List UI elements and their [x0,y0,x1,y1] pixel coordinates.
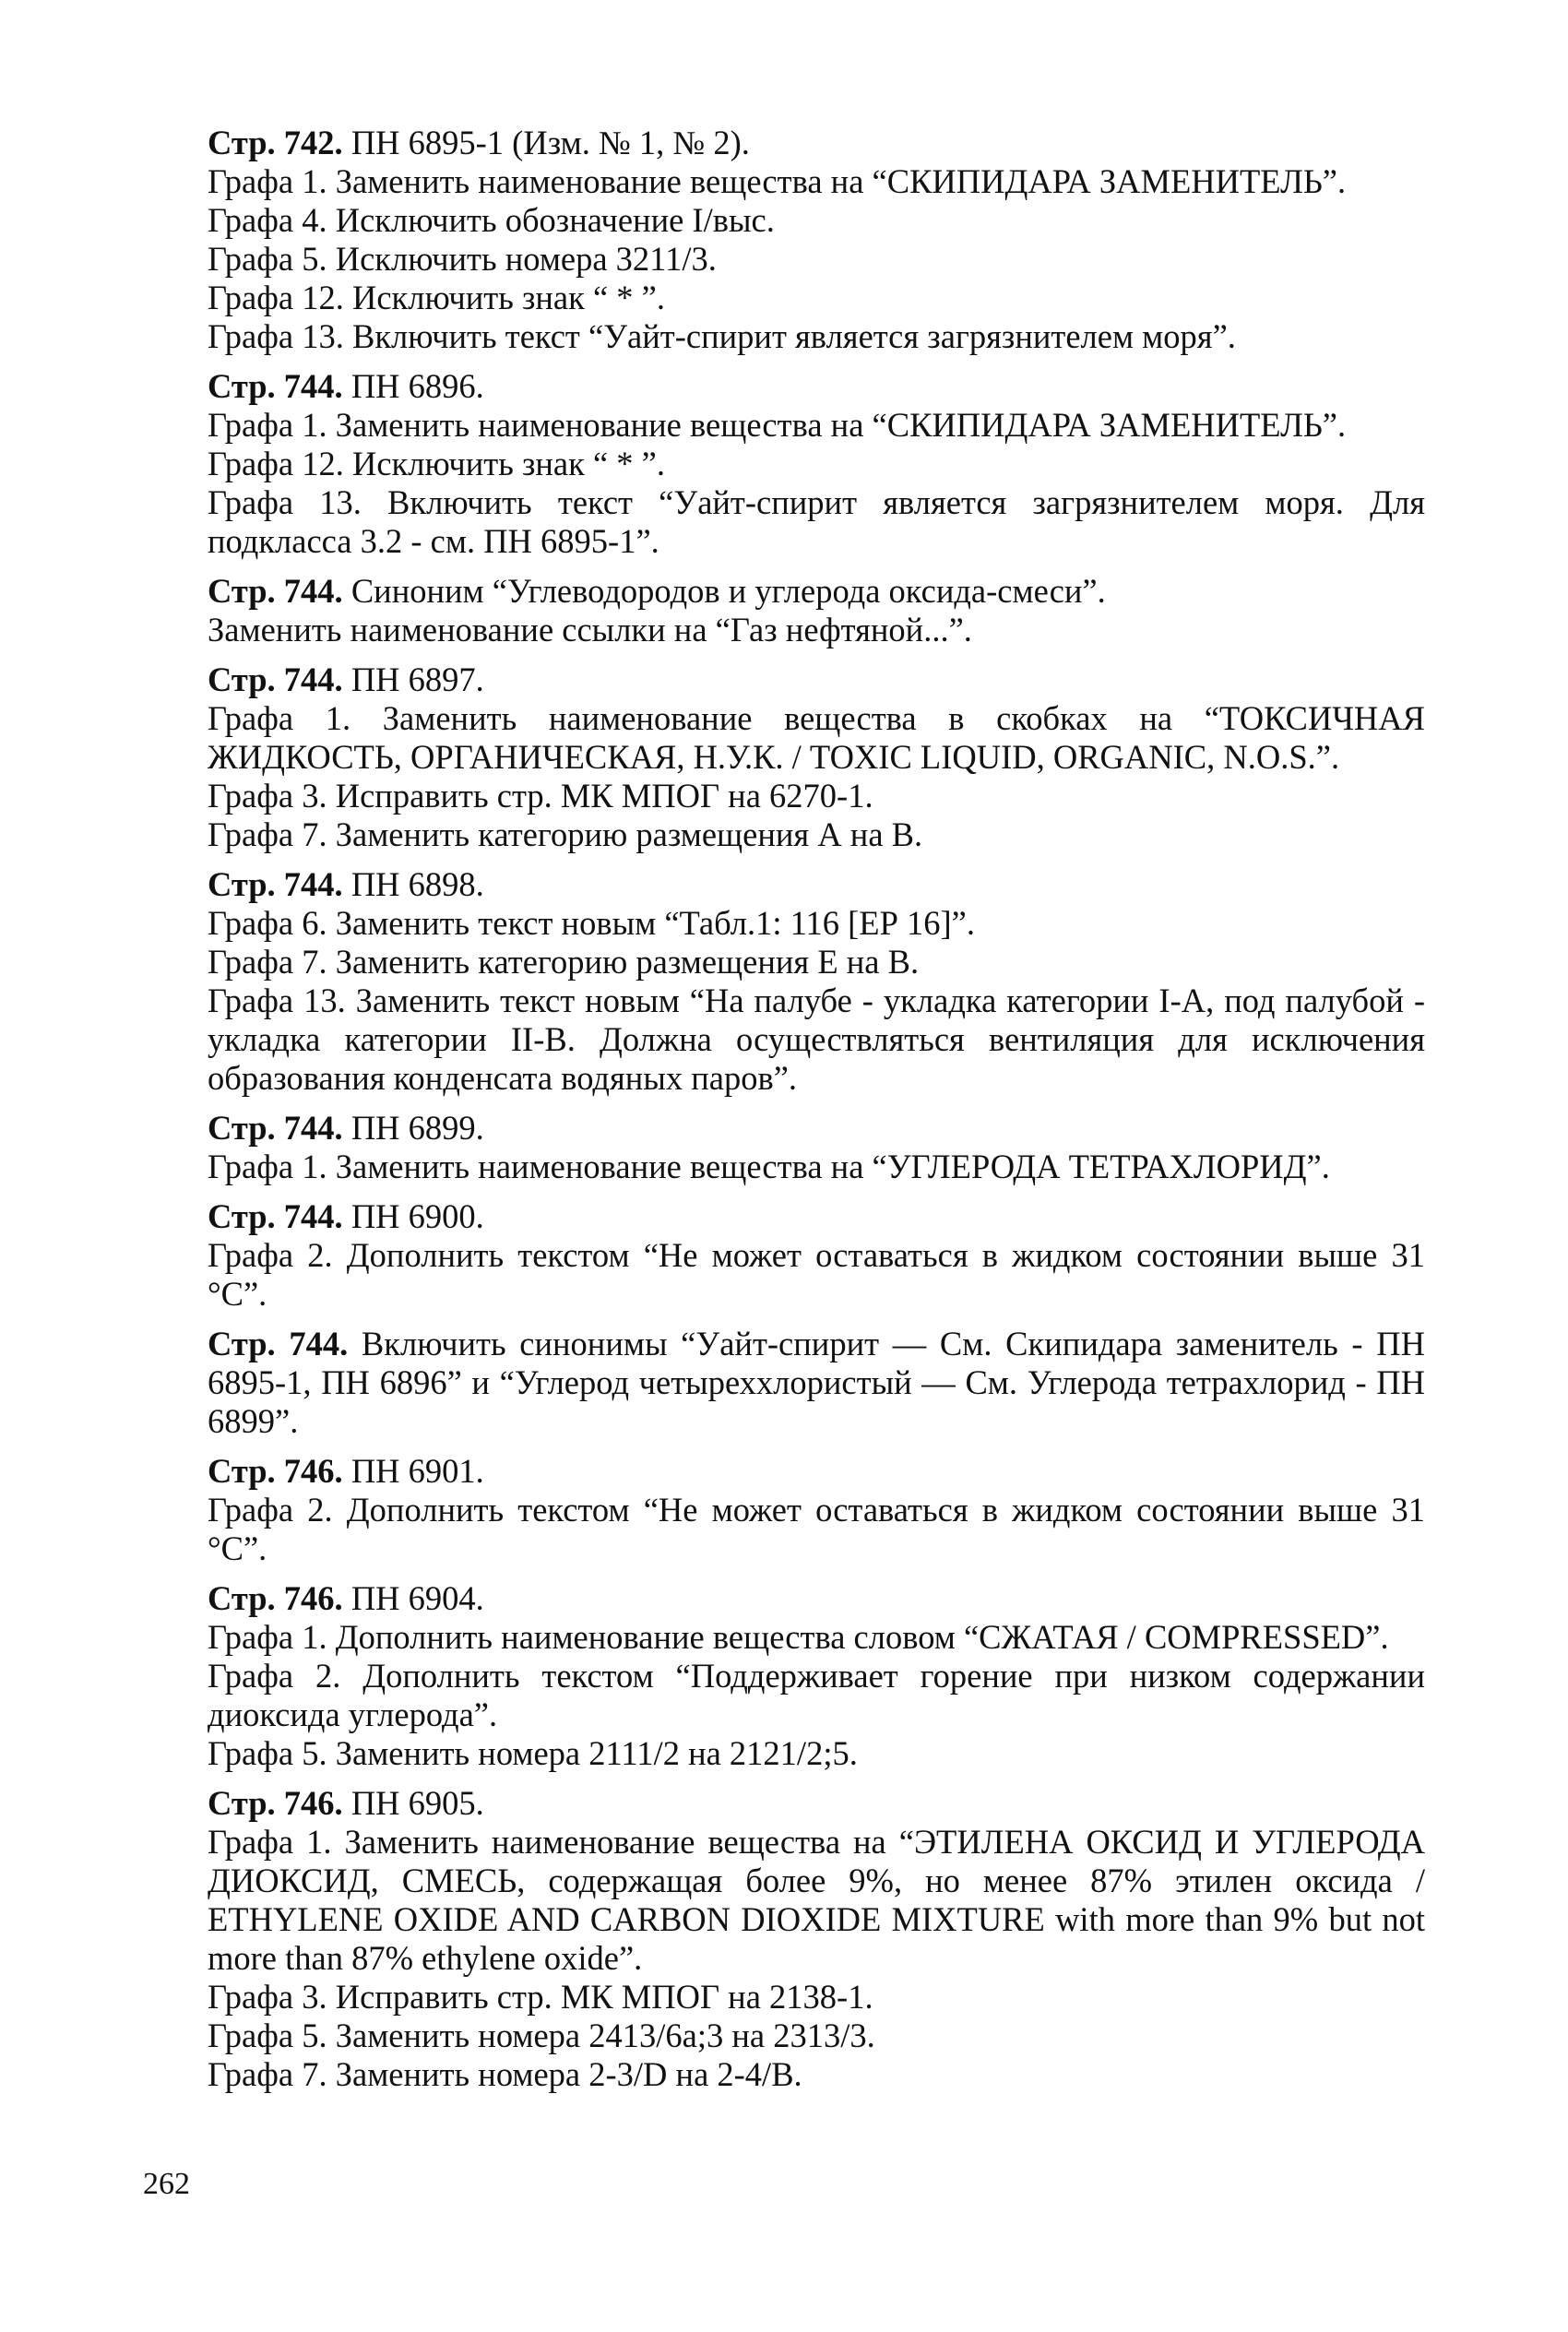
entry-reference [208,1109,1425,1148]
page-reference: Стр. 744. [208,572,343,610]
amendment-line: Графа 1. Дополнить наименование вещества словом “СЖАТАЯ / COMPRESSED”. [208,1618,1389,1656]
amendment-line: Заменить наименование ссылки на “Газ нефтяной...”. [208,611,972,648]
entry-reference [208,124,1425,162]
amendment-entry [208,1109,1425,1186]
entry-reference [208,1197,1425,1236]
amendment-line: Графа 12. Исключить знак “ * ”. [208,279,666,316]
amendment-line: Графа 7. Заменить номера 2-3/D на 2-4/В. [208,2055,802,2093]
page-number: 262 [143,2167,190,2201]
page-reference: Стр. 744. [208,1109,343,1147]
amendment-entry [208,1452,1425,1568]
amendment-line: Графа 13. Заменить текст новым “На палубе - укладка категории I-A, под палубой - укладка категории II-B. Должна осуществляться вентиляция для исключения образования конденсата водяных паров”. [208,982,1425,1097]
amendment-line: Графа 1. Заменить наименование вещества на “УГЛЕРОДА ТЕТРАХЛОРИД”. [208,1148,1330,1185]
entry-reference [208,1579,1425,1618]
entry-reference [208,660,1425,699]
amendment-entry [208,1197,1425,1314]
amendment-line: Графа 3. Исправить стр. МК МПОГ на 6270-1. [208,777,873,815]
entry-subject: Синоним “Углеводородов и углерода оксида-смеси”. [342,572,1106,610]
amendment-entry [208,124,1425,356]
amendment-line: Графа 7. Заменить категорию размещения А на В. [208,815,923,853]
entry-subject: ПН 6895-1 (Изм. № 1, № 2). [342,124,750,161]
entry-subject: ПН 6897. [342,660,484,698]
page-reference: Стр. 744. [208,1325,349,1362]
amendment-line: Графа 1. Заменить наименование вещества в скобках на “ТОКСИЧНАЯ ЖИДКОСТЬ, ОРГАНИЧЕСКАЯ, Н.У.К. / TOXIC LIQUID, ORGANIC, N.O.S.”. [208,699,1425,776]
amendment-entry [208,1784,1425,2094]
amendment-line: Графа 7. Заменить категорию размещения Е на В. [208,943,920,981]
entry-subject: ПН 6905. [342,1784,484,1822]
amendment-line: Графа 13. Включить текст “Уайт-спирит является загрязнителем моря”. [208,317,1236,355]
entry-subject: ПН 6904. [342,1579,484,1617]
amendment-entry [208,367,1425,561]
entry-subject: ПН 6899. [342,1109,484,1147]
entry-subject: ПН 6900. [342,1197,484,1235]
amendment-line: Графа 2. Дополнить текстом “Не может оставаться в жидком состоянии выше 31 °С”. [208,1236,1425,1313]
entry-reference [208,1784,1425,1823]
entry-subject: ПН 6901. [342,1452,484,1490]
amendment-line: Графа 12. Исключить знак “ * ”. [208,445,666,482]
amendment-entry [208,1325,1425,1441]
amendment-line: Графа 1. Заменить наименование вещества на “СКИПИДАРА ЗАМЕНИТЕЛЬ”. [208,162,1347,200]
document-body [208,124,1425,2105]
entry-reference [208,367,1425,406]
page-reference: Стр. 746. [208,1452,343,1490]
entry-subject: Включить синонимы “Уайт-спирит — См. Скипидара заменитель - ПН 6895-1, ПН 6896” и “Углерод четыреххлористый — См. Углерода тетрахлорид - ПН 6899”. [208,1325,1425,1440]
amendment-entry [208,865,1425,1098]
amendment-line: Графа 5. Исключить номера 3211/3. [208,240,717,278]
page-reference: Стр. 742. [208,124,343,161]
amendment-line: Графа 1. Заменить наименование вещества на “ЭТИЛЕНА ОКСИД И УГЛЕРОДА ДИОКСИД, СМЕСЬ, содержащая более 9%, но менее 87% этилен оксида / ETHYLENE OXIDE AND CARBON DIOXIDE MIXTURE with more than 9% but not more than 87% ethylene oxide”. [208,1823,1425,1977]
amendment-line: Графа 2. Дополнить текстом “Не может оставаться в жидком состоянии выше 31 °С”. [208,1491,1425,1567]
amendment-line: Графа 2. Дополнить текстом “Поддерживает горение при низком содержании диоксида углерода”. [208,1657,1425,1733]
amendment-line: Графа 5. Заменить номера 2413/6а;3 на 2313/3. [208,2017,875,2054]
amendment-line: Графа 4. Исключить обозначение I/выс. [208,201,775,239]
amendment-entry [208,1579,1425,1773]
entry-subject: ПН 6898. [342,865,484,903]
amendment-line: Графа 13. Включить текст “Уайт-спирит является загрязнителем моря. Для подкласса 3.2 - см. ПН 6895-1”. [208,483,1425,560]
amendment-line: Графа 6. Заменить текст новым “Табл.1: 116 [ЕР 16]”. [208,904,975,942]
page-reference: Стр. 744. [208,1197,343,1235]
page-reference: Стр. 744. [208,865,343,903]
page-reference: Стр. 746. [208,1579,343,1617]
amendment-line: Графа 3. Исправить стр. МК МПОГ на 2138-1. [208,1978,873,2016]
entry-reference [208,1452,1425,1491]
page-reference: Стр. 744. [208,367,343,405]
amendment-line: Графа 5. Заменить номера 2111/2 на 2121/2;5. [208,1734,858,1772]
entry-reference [208,572,1425,611]
amendment-entry [208,572,1425,649]
page-reference: Стр. 746. [208,1784,343,1822]
entry-reference [208,1325,1425,1441]
entry-reference [208,865,1425,904]
amendment-entry [208,660,1425,854]
page-reference: Стр. 744. [208,660,343,698]
amendment-line: Графа 1. Заменить наименование вещества на “СКИПИДАРА ЗАМЕНИТЕЛЬ”. [208,406,1347,444]
entry-subject: ПН 6896. [342,367,484,405]
